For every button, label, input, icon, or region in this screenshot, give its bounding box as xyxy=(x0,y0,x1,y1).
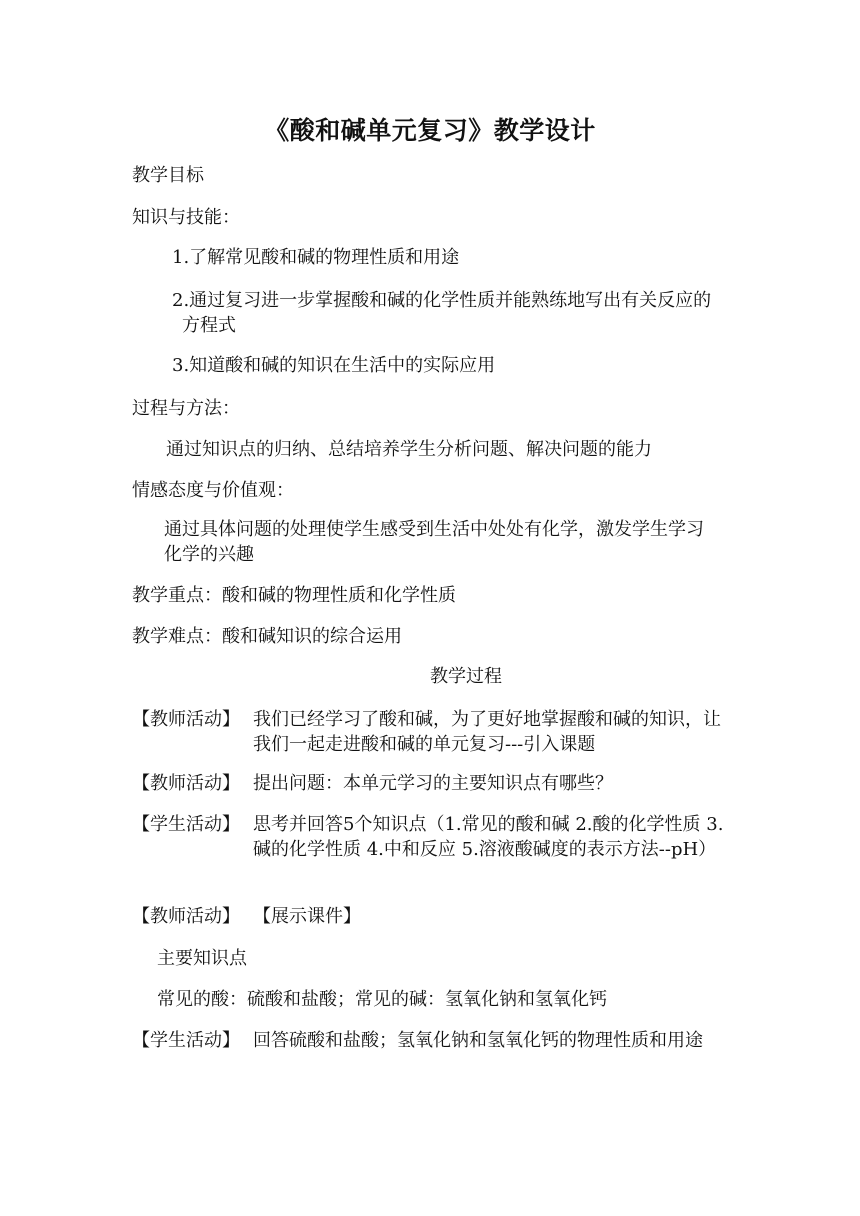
activity-text: 我们已经学习了酸和碱，为了更好地掌握酸和碱的知识，让我们一起走进酸和碱的单元复习---引入课题 xyxy=(253,709,721,755)
activity-text: 【展示课件】 xyxy=(253,906,361,927)
main-points-label: 主要知识点 xyxy=(157,948,247,969)
process-heading: 教学过程 xyxy=(430,666,502,687)
attitude-label: 情感态度与价值观： xyxy=(132,480,294,501)
activity-text: 提出问题：本单元学习的主要知识点有哪些？ xyxy=(253,773,613,794)
activity-row xyxy=(132,1028,732,1080)
activity-tag: 【学生活动】 xyxy=(132,1030,240,1051)
knowledge-item-2-text: 2.通过复习进一步掌握酸和碱的化学性质并能熟练地写出有关反应的方程式 xyxy=(172,290,712,336)
attitude-text: 通过具体问题的处理使学生感受到生活中处处有化学，激发学生学习化学的兴趣 xyxy=(164,519,704,565)
activity-text: 思考并回答5个知识点（1.常见的酸和碱 2.酸的化学性质 3.碱的化学性质 4.中和反应 5.溶液酸碱度的表示方法--pH） xyxy=(253,814,724,860)
activity-row xyxy=(132,812,732,888)
knowledge-label: 知识与技能： xyxy=(132,207,240,228)
activity-tag: 【学生活动】 xyxy=(132,814,240,835)
objectives-heading: 教学目标 xyxy=(132,165,204,186)
document-title: 《酸和碱单元复习》教学设计 xyxy=(264,116,596,145)
knowledge-item-1: 1.了解常见酸和碱的物理性质和用途 xyxy=(172,247,460,268)
activity-tag: 【教师活动】 xyxy=(132,773,240,794)
process-label: 过程与方法： xyxy=(132,398,240,419)
activity-tag: 【教师活动】 xyxy=(132,709,240,730)
knowledge-item-2 xyxy=(172,288,722,338)
activity-text: 回答硫酸和盐酸；氢氧化钠和氢氧化钙的物理性质和用途 xyxy=(253,1030,703,1051)
difficult-point: 教学难点：酸和碱知识的综合运用 xyxy=(132,626,402,647)
knowledge-item-3: 3.知道酸和碱的知识在生活中的实际应用 xyxy=(172,355,496,376)
common-acids-bases: 常见的酸：硫酸和盐酸；常见的碱：氢氧化钠和氢氧化钙 xyxy=(157,989,607,1010)
activity-row xyxy=(132,771,732,797)
activity-row xyxy=(132,707,732,759)
activity-tag: 【教师活动】 xyxy=(132,906,240,927)
key-point: 教学重点：酸和碱的物理性质和化学性质 xyxy=(132,585,456,606)
process-text: 通过知识点的归纳、总结培养学生分析问题、解决问题的能力 xyxy=(166,439,652,460)
activity-row xyxy=(132,904,732,930)
